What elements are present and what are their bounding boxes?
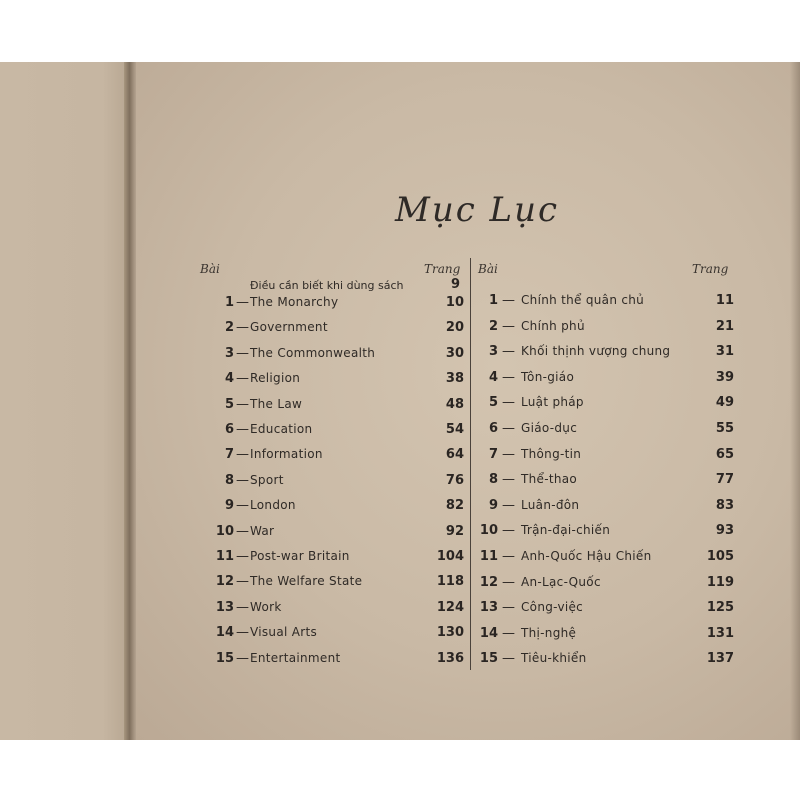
toc-separator: — [236,371,249,387]
toc-lesson-title: Trận-đại-chiến [521,523,611,538]
toc-lesson-number: 14 [215,625,234,641]
toc-lesson-title: Government [250,320,328,335]
toc-separator: — [502,549,515,564]
toc-separator: — [502,318,515,334]
toc-separator: — [236,549,249,564]
toc-lesson-number: 6 [488,421,498,436]
toc-lesson-title: London [250,498,296,513]
right-header-lesson: Bài [478,262,498,276]
toc-lesson-number: 3 [224,345,234,361]
left-header-lesson: Bài [200,262,220,276]
toc-lesson-title: Thông-tin [521,446,582,461]
toc-row [0,293,800,313]
toc-lesson-number: 9 [224,498,234,514]
toc-lesson-title: The Commonwealth [250,345,376,360]
toc-lesson-number: 2 [224,320,234,336]
toc-lesson-number: 5 [488,395,498,411]
toc-page-number: 55 [715,421,734,436]
toc-separator: — [502,421,515,436]
toc-lesson-number: 1 [224,295,234,310]
toc-lesson-number: 3 [488,344,498,360]
toc-separator: — [236,599,249,615]
toc-separator: — [502,472,515,488]
toc-lesson-title: The Monarchy [250,295,339,309]
toc-row [0,498,800,518]
toc-page-number: 64 [445,447,464,463]
toc-page-number: 136 [436,650,464,666]
toc-page-number: 76 [445,472,464,488]
toc-page-number: 105 [706,549,734,564]
toc-separator: — [502,574,515,590]
toc-row [0,395,800,415]
toc-page-number: 125 [706,600,734,616]
toc-row [0,523,800,543]
toc-row [0,549,800,569]
toc-row [0,651,800,671]
toc-page-number: 92 [445,523,464,539]
toc-separator: — [502,497,515,513]
toc-page-number: 137 [706,651,734,667]
toc-page-number: 49 [715,395,734,411]
toc-page-number: 54 [445,422,464,437]
toc-lesson-number: 4 [488,369,498,385]
toc-page-number: 31 [715,344,734,360]
toc-page-number: 119 [706,574,734,590]
toc-lesson-title: Luật pháp [521,395,584,410]
toc-lesson-title: Sport [250,472,284,487]
toc-separator: — [236,396,249,412]
toc-separator: — [236,523,249,539]
toc-separator: — [236,447,249,463]
toc-lesson-number: 7 [488,446,498,462]
toc-lesson-number: 9 [488,497,498,513]
toc-lesson-title: The Law [250,396,303,411]
toc-page-number: 65 [715,446,734,462]
toc-lesson-title: An-Lạc-Quốc [521,574,601,589]
toc-page-number: 30 [445,345,464,361]
toc-lesson-number: 13 [215,599,234,615]
toc-lesson-title: Công-việc [521,600,584,615]
toc-separator: — [236,345,249,361]
toc-lesson-number: 14 [479,625,498,641]
toc-lesson-title: Luân-đôn [521,497,580,512]
toc-lesson-number: 13 [479,600,498,616]
toc-lesson-title: Visual Arts [250,625,318,640]
toc-page-number: 39 [715,369,734,385]
toc-lesson-number: 8 [488,472,498,488]
toc-lesson-number: 15 [479,651,498,667]
toc-separator: — [502,523,515,539]
toc-lesson-title: Thị-nghệ [521,625,577,640]
toc-lesson-title: Entertainment [250,650,341,665]
toc-lesson-title: Khối thịnh vượng chung [521,344,671,359]
toc-row [0,600,800,620]
toc-row [0,370,800,390]
toc-page-number: 118 [436,574,464,590]
toc-page-number: 38 [445,371,464,387]
toc-page-number: 20 [445,320,464,336]
toc-lesson-number: 2 [488,318,498,334]
toc-separator: — [502,395,515,411]
toc-separator: — [502,625,515,641]
toc-separator: — [502,651,515,667]
toc-page-number: 131 [706,625,734,641]
toc-lesson-title: Chính phủ [521,318,585,333]
toc-lesson-title: Giáo-dục [521,421,578,435]
toc-row [0,626,800,646]
intro-entry-label: Điều cần biết khi dùng sách [250,279,404,292]
left-header-page: Trang [424,262,461,276]
toc-lesson-number: 10 [479,523,498,539]
toc-lesson-title: Education [250,422,313,436]
toc-lesson-number: 11 [479,549,498,564]
toc-page-number: 130 [436,625,464,641]
toc-page-number: 48 [445,396,464,412]
toc-lesson-number: 4 [224,371,234,387]
toc-separator: — [502,344,515,360]
toc-page-number: 124 [436,599,464,615]
intro-entry-page: 9 [450,277,460,292]
toc-separator: — [236,650,249,666]
toc-separator: — [236,574,249,590]
toc-row [0,344,800,364]
toc-lesson-title: Anh-Quốc Hậu Chiến [521,549,652,563]
toc-lesson-title: Chính thể quân chủ [521,293,645,307]
toc-page-number: 77 [715,472,734,488]
toc-separator: — [502,446,515,462]
toc-separator: — [236,498,249,514]
toc-lesson-number: 12 [479,574,498,590]
toc-lesson-title: The Welfare State [250,574,363,589]
page-title: Mục Lục [395,190,560,230]
toc-lesson-number: 11 [215,549,234,564]
toc-page-number: 82 [445,498,464,514]
toc-lesson-number: 12 [215,574,234,590]
toc-lesson-title: Tôn-giáo [521,369,575,384]
toc-lesson-number: 10 [215,523,234,539]
toc-separator: — [502,369,515,385]
toc-lesson-number: 5 [224,396,234,412]
toc-lesson-title: Thể-thao [521,472,578,487]
toc-separator: — [502,600,515,616]
toc-separator: — [502,293,515,308]
toc-row [0,421,800,441]
toc-separator: — [236,422,249,437]
toc-lesson-title: Work [250,599,282,614]
toc-lesson-number: 7 [224,447,234,463]
toc-lesson-title: Tiêu-khiển [521,651,587,666]
toc-row [0,575,800,595]
right-header-page: Trang [692,262,729,276]
toc-lesson-title: Information [250,447,323,462]
toc-separator: — [236,472,249,488]
toc-page-number: 83 [715,497,734,513]
toc-page-number: 21 [715,318,734,334]
toc-lesson-title: Post-war Britain [250,549,350,563]
toc-row [0,319,800,339]
toc-row [0,447,800,467]
toc-page-number: 10 [445,295,464,310]
toc-separator: — [236,295,249,310]
toc-lesson-number: 8 [224,472,234,488]
toc-lesson-title: Religion [250,371,301,386]
toc-lesson-number: 1 [488,293,498,308]
toc-row [0,472,800,492]
toc-page-number: 93 [715,523,734,539]
toc-lesson-title: War [250,523,275,538]
toc-lesson-number: 6 [224,422,234,437]
toc-page-number: 104 [436,549,464,564]
toc-separator: — [236,320,249,336]
toc-lesson-number: 15 [215,650,234,666]
toc-separator: — [236,625,249,641]
toc-page-number: 11 [715,293,734,308]
